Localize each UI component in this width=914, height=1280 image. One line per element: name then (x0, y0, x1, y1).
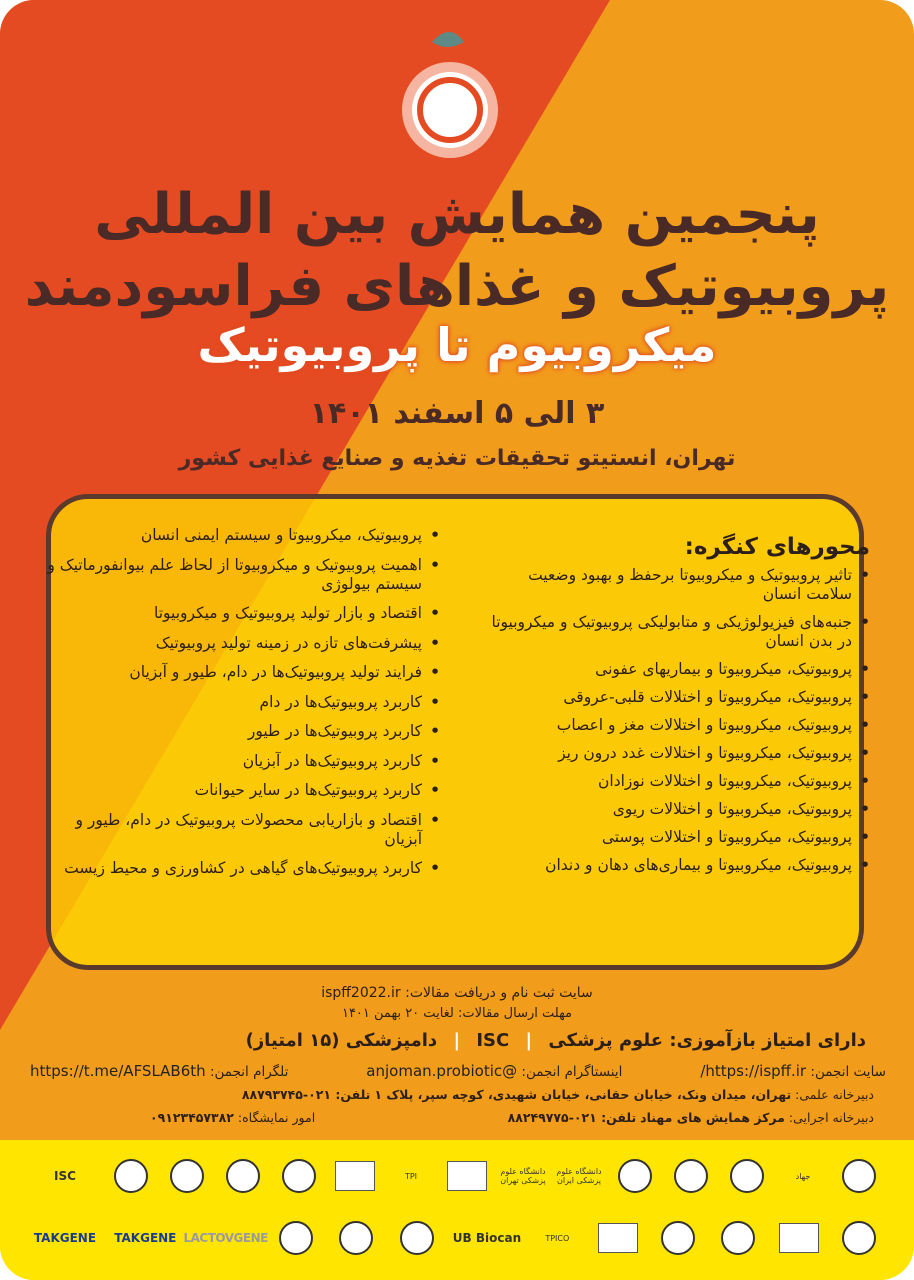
topic-item: • کاربرد پروبیوتیک‌ها در دام (40, 693, 440, 712)
topic-item: • جنبه‌های فیزیولوژیکی و متابولیکی پروبیوتیک و میکروبیوتا در بدن انسان (490, 613, 870, 651)
secretariat-address: تهران، میدان ونک، خیابان حقانی، خیابان شهیدی، کوچه سپر، پلاک ۱ (374, 1087, 792, 1102)
credit-veterinary: دامپزشکی (۱۵ امتیاز) (245, 1030, 438, 1051)
association-logo (392, 22, 512, 172)
sponsor-logo (666, 1152, 716, 1200)
topic-item: • کاربرد پروبیوتیک‌های گیاهی در کشاورزی و محیط زیست (40, 859, 440, 878)
topic-item: • پروبیوتیک، میکروبیوتا و اختلالات غدد درون ریز (490, 744, 870, 763)
secretariat-phone: تلفن: ۰۲۱-۸۸۷۹۳۷۴۵ (241, 1087, 371, 1102)
executive-secretariat (508, 1110, 874, 1125)
topics-column-left (40, 526, 440, 889)
sponsor-logo: LACTOVGENE (183, 1231, 268, 1245)
instagram-item (366, 1062, 622, 1080)
topic-item: • اهمیت پروبیوتیک و میکروبیوتا از لحاظ علم بیوانفورماتیک و سیستم بیولوژی (40, 556, 440, 594)
exec-name: مرکز همایش های مهناد (640, 1110, 785, 1125)
topic-item: • پروبیوتیک، میکروبیوتا و اختلالات مغز و اعصاب (490, 716, 870, 735)
sponsor-logo (331, 1214, 381, 1262)
topics-heading: محورهای کنگره: (684, 534, 870, 560)
sponsor-logo: UB Biocan (452, 1231, 522, 1245)
sponsor-logo (330, 1152, 380, 1200)
topic-item: • پروبیوتیک، میکروبیوتا و اختلالات ریوی (490, 800, 870, 819)
registration-line (0, 985, 914, 1001)
site-label: سایت انجمن: (810, 1064, 886, 1080)
exhibition-contact (150, 1110, 315, 1125)
sponsor-logo (653, 1214, 703, 1262)
contact-links (30, 1062, 886, 1080)
sponsor-logo (834, 1152, 884, 1200)
telegram-link[interactable]: https://t.me/AFSLAB6th (30, 1062, 206, 1080)
credit-label: دارای امتیاز بازآموزی: (669, 1030, 866, 1051)
sponsor-logo (774, 1214, 824, 1262)
subtitle: میکروبیوم تا پروبیوتیک (197, 318, 717, 372)
credit-medical: علوم پزشکی (548, 1030, 664, 1051)
sponsor-logo: TPI (404, 1171, 418, 1181)
sponsor-logo (593, 1214, 643, 1262)
instagram-label: اینستاگرام انجمن: (521, 1064, 623, 1080)
sponsor-logo: TAKGENE (33, 1231, 97, 1245)
exec-label: دبیرخانه اجرایی: (788, 1110, 874, 1125)
telegram-item (30, 1062, 288, 1080)
topic-item: • فرایند تولید پروبیوتیک‌ها در دام، طیور و آبزیان (40, 663, 440, 682)
topic-item: • پروبیوتیک، میکروبیوتا و بیماریهای عفونی (490, 660, 870, 679)
topic-item: • پروبیوتیک، میکروبیوتا و اختلالات پوستی (490, 828, 870, 847)
sponsor-logo: دانشگاه علوم پزشکی تهران (500, 1167, 546, 1185)
credit-line (246, 1030, 866, 1051)
sponsor-row-1 (30, 1152, 884, 1200)
sponsor-logo (218, 1152, 268, 1200)
conference-date: ۳ الی ۵ اسفند ۱۴۰۱ (309, 396, 605, 431)
registration-url[interactable]: ispff2022.ir (321, 985, 401, 1001)
topic-item: • پروبیوتیک، میکروبیوتا و اختلالات نوزادان (490, 772, 870, 791)
divider: | (525, 1030, 533, 1051)
registration-label: سایت ثبت نام و دریافت مقالات: (405, 985, 593, 1001)
exhibition-phone: ۰۹۱۲۳۴۵۷۳۸۲ (150, 1110, 234, 1125)
conference-venue: تهران، انستیتو تحقیقات تغذیه و صنایع غذایی کشور (178, 446, 736, 471)
topics-list-right (490, 566, 870, 875)
title-line-1: پنجمین همایش بین المللی (94, 182, 820, 247)
sponsor-logo: TAKGENE (114, 1231, 177, 1245)
topic-item: • تاثیر پروبیوتیک و میکروبیوتا برحفظ و بهبود وضعیت سلامت انسان (490, 566, 870, 604)
topic-item: • پیشرفت‌های تازه در زمینه تولید پروبیوتیک (40, 634, 440, 653)
sponsor-logo (442, 1152, 492, 1200)
sponsor-logo: ISC (54, 1169, 76, 1183)
site-link[interactable]: https://ispff.ir/ (700, 1062, 807, 1080)
sponsor-logo (610, 1152, 660, 1200)
exec-phone: تلفن: ۰۲۱-۸۸۲۴۹۷۷۵ (507, 1110, 637, 1125)
topic-item: • پروبیوتیک، میکروبیوتا و سیستم ایمنی انسان (40, 526, 440, 545)
sponsor-logo (274, 1152, 324, 1200)
sponsor-logo (392, 1214, 442, 1262)
sponsor-logo (271, 1214, 321, 1262)
submission-deadline: مهلت ارسال مقالات: لغایت ۲۰ بهمن ۱۴۰۱ (341, 1006, 573, 1021)
topic-item: • کاربرد پروبیوتیک‌ها در طیور (40, 722, 440, 741)
secretariat-label: دبیرخانه علمی: (795, 1087, 874, 1102)
topics-column-right (490, 534, 870, 884)
topic-item: • اقتصاد و بازاریابی محصولات پروبیوتیک در دام، طیور و آبزیان (40, 811, 440, 849)
site-item (700, 1062, 886, 1080)
sponsor-logo (713, 1214, 763, 1262)
sponsor-row-2 (30, 1214, 884, 1262)
instagram-link[interactable]: @anjoman.probiotic (366, 1062, 518, 1080)
topic-item: • پروبیوتیک، میکروبیوتا و اختلالات قلبی-عروقی (490, 688, 870, 707)
title-line-2: پروبیوتیک و غذاهای فراسودمند (24, 254, 890, 319)
topic-item: • کاربرد پروبیوتیک‌ها در سایر حیوانات (40, 781, 440, 800)
sponsor-logo: دانشگاه علوم پزشکی ایران (556, 1167, 602, 1185)
sponsor-logo (162, 1152, 212, 1200)
sponsor-logo (834, 1214, 884, 1262)
sponsor-logo (722, 1152, 772, 1200)
scientific-secretariat (242, 1087, 874, 1102)
exhibition-label: امور نمایشگاه: (237, 1110, 316, 1125)
sponsor-logo: TPICO (545, 1233, 570, 1243)
sponsor-logos (0, 1140, 914, 1280)
topic-item: • اقتصاد و بازار تولید پروبیوتیک و میکروبیوتا (40, 604, 440, 623)
credit-isc: ISC (476, 1030, 510, 1051)
sponsor-logo: جهاد (795, 1171, 811, 1181)
topic-item: • کاربرد پروبیوتیک‌ها در آبزیان (40, 752, 440, 771)
topic-item: • پروبیوتیک، میکروبیوتا و بیماری‌های دهان و دندان (490, 856, 870, 875)
telegram-label: تلگرام انجمن: (209, 1064, 289, 1080)
divider: | (453, 1030, 461, 1051)
sponsor-logo (106, 1152, 156, 1200)
topics-list-left (40, 526, 440, 878)
